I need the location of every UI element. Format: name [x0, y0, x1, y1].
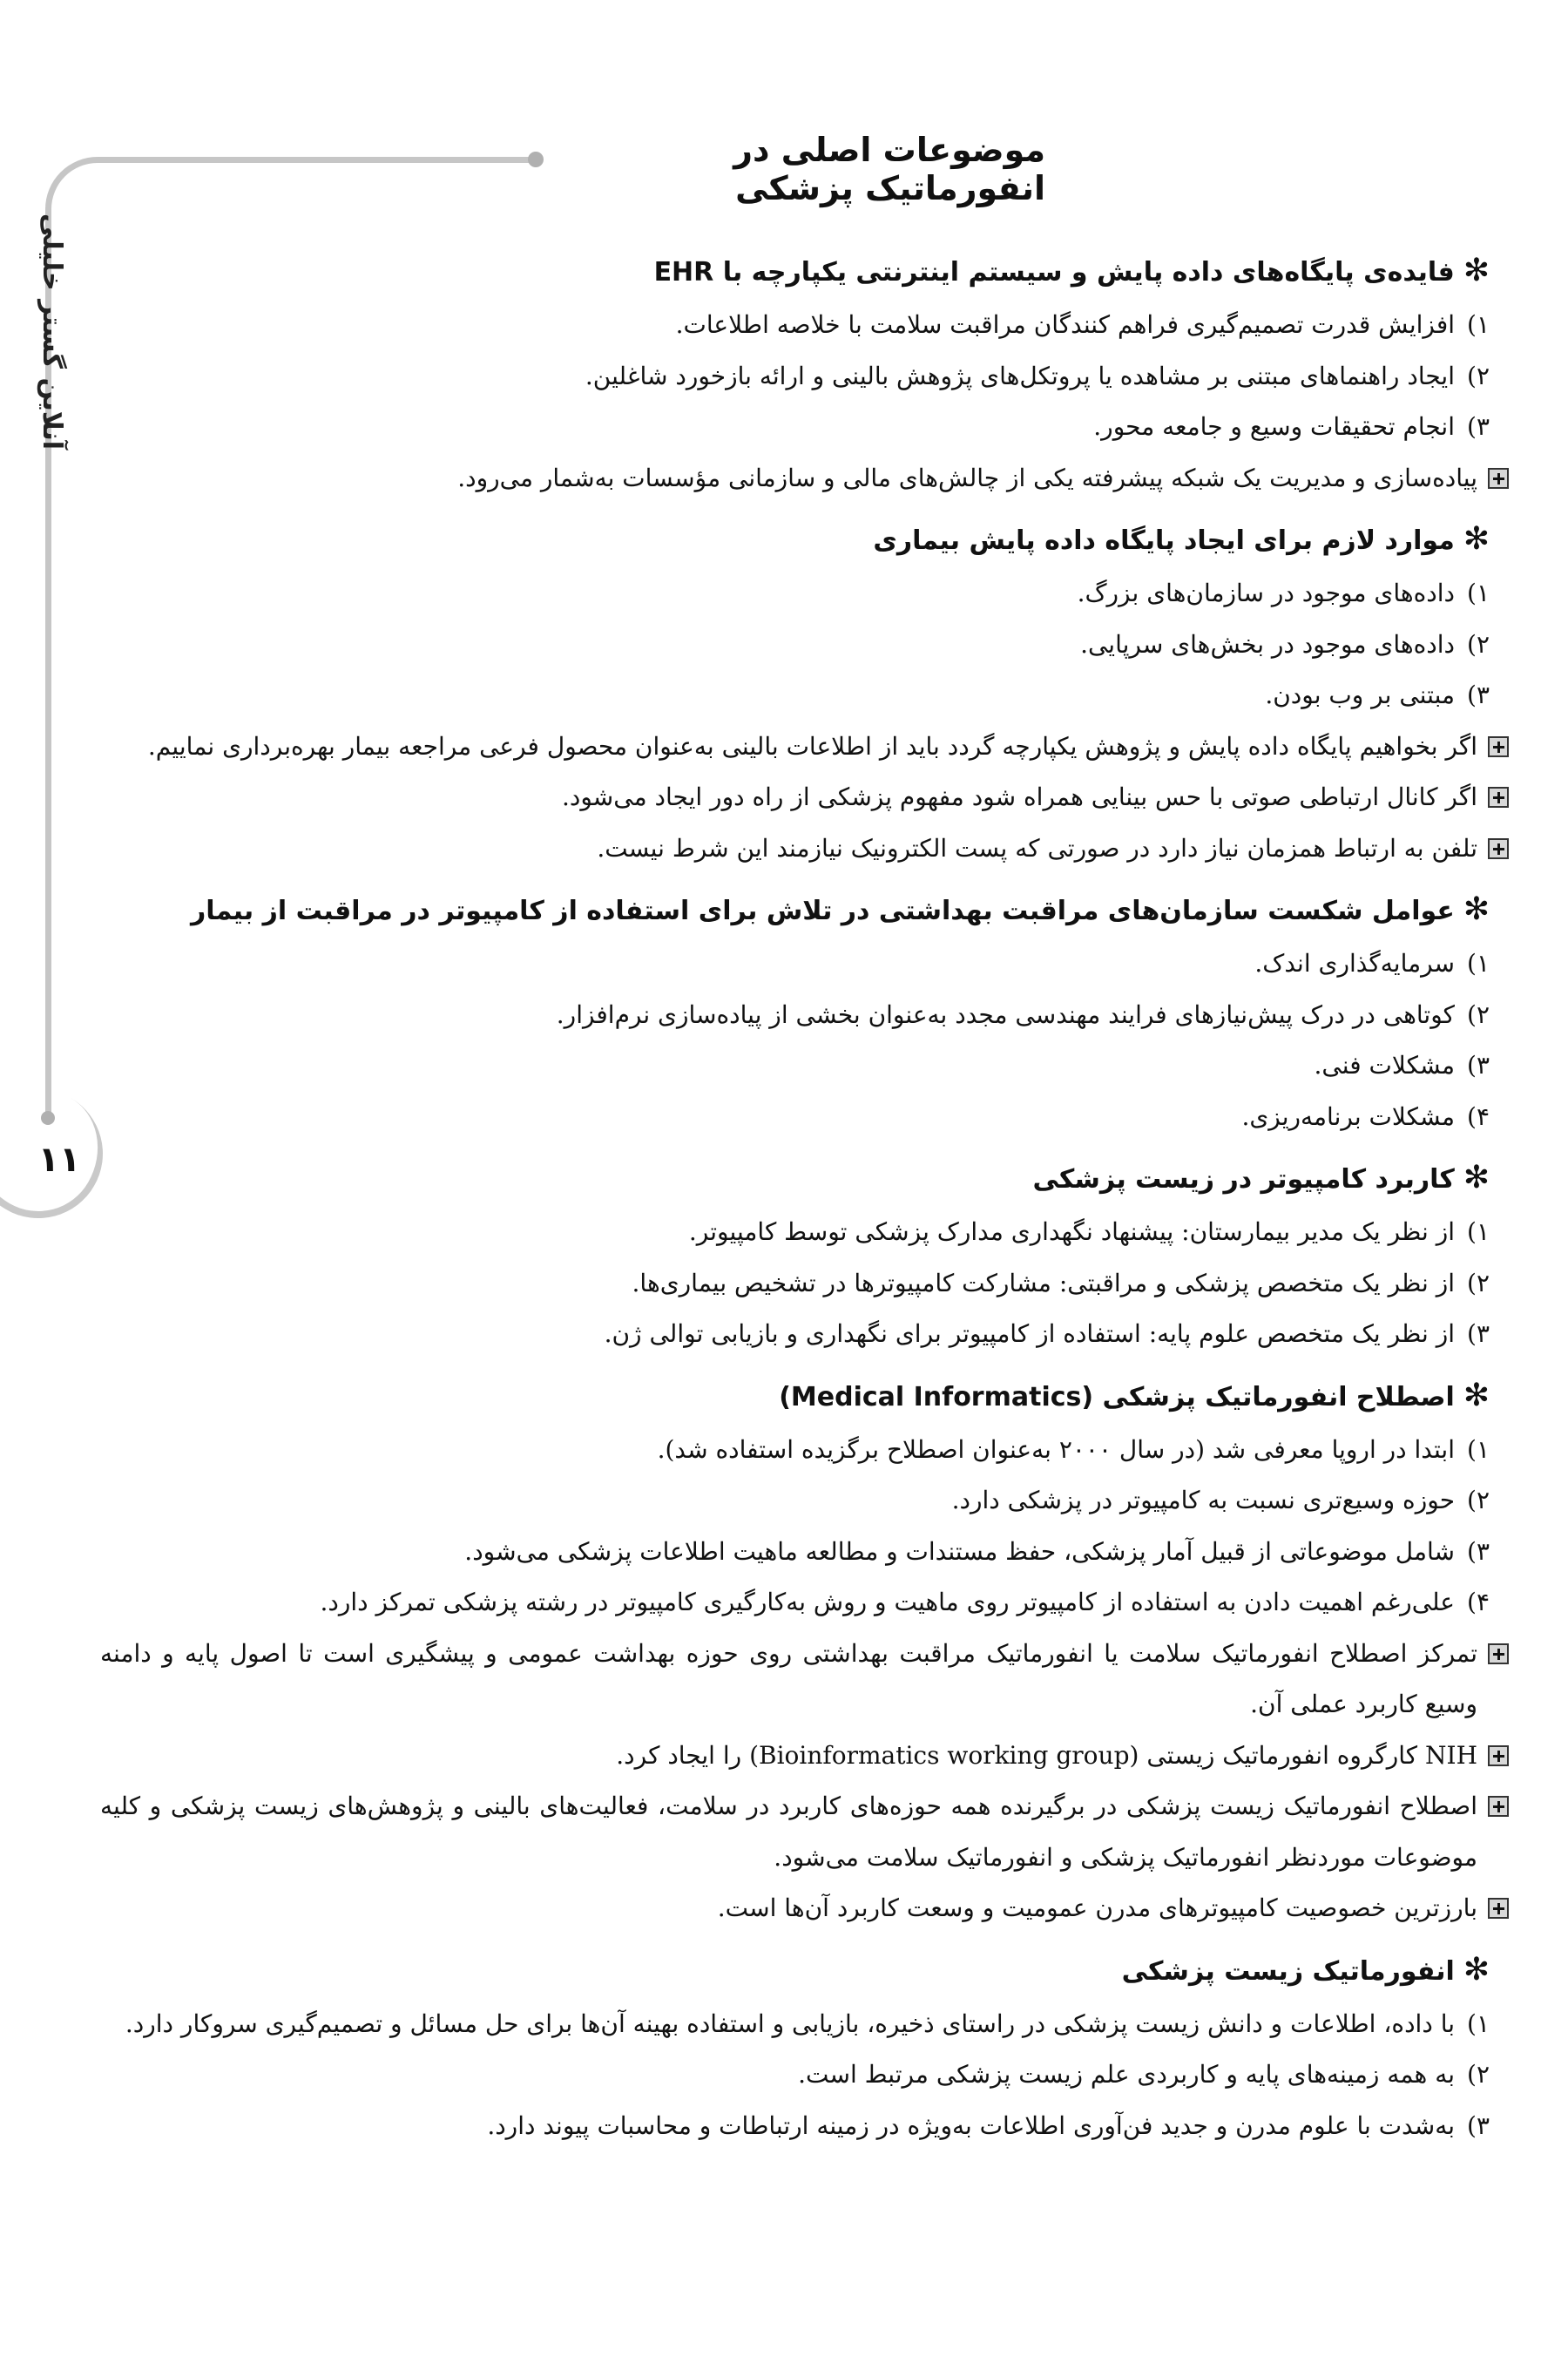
- numbered-item: [100, 1258, 1490, 1310]
- bullet-item: [100, 1883, 1509, 1934]
- item-number: ۲): [1467, 999, 1490, 1029]
- section: [100, 883, 1490, 1142]
- section-heading: [100, 1369, 1490, 1425]
- item-text: اگر کانال ارتباطی صوتی با حس بینایی همراه شود مفهوم پزشکی از راه دور ایجاد می‌شود.: [561, 782, 1477, 811]
- plus-square-bullet-icon: [1488, 787, 1509, 808]
- page-content: [100, 244, 1490, 2160]
- section-heading-text: کاربرد کامپیوتر در زیست پزشکی: [1032, 1164, 1455, 1195]
- bullet-item: [100, 1731, 1509, 1782]
- bullet-item: [100, 823, 1509, 875]
- item-text: داده‌های موجود در سازمان‌های بزرگ.: [1077, 579, 1456, 607]
- item-text: حوزه وسیع‌تری نسبت به کامپیوتر در پزشکی دارد.: [951, 1486, 1456, 1514]
- numbered-item: [100, 2101, 1490, 2152]
- section-heading-text: فایده‌ی پایگاه‌های داده پایش و سیستم اینترنتی یکپارچه با EHR: [653, 257, 1455, 288]
- item-number: ۲): [1467, 1268, 1490, 1297]
- numbered-item: [100, 1577, 1490, 1629]
- item-number: ۴): [1467, 1588, 1490, 1616]
- numbered-item: [100, 990, 1490, 1041]
- item-text: سرمایه‌گذاری اندک.: [1254, 949, 1456, 978]
- numbered-item: [100, 1999, 1490, 2050]
- asterisk-icon: ✻: [1463, 521, 1490, 557]
- section-heading: [100, 1151, 1490, 1207]
- section: [100, 512, 1490, 874]
- item-number: ۱): [1467, 949, 1490, 978]
- item-text: مشکلات برنامه‌ریزی.: [1241, 1101, 1456, 1131]
- page-number: ۱۱: [37, 1140, 81, 1180]
- plus-square-bullet-icon: [1488, 838, 1509, 859]
- plus-square-bullet-icon: [1488, 1796, 1509, 1817]
- item-number: ۲): [1467, 629, 1490, 659]
- item-text: به همه زمینه‌های پایه و کاربردی علم زیست پزشکی مرتبط است.: [798, 2060, 1456, 2089]
- item-text: اصطلاح انفورماتیک زیست پزشکی در برگیرنده همه حوزه‌های کاربرد در سلامت، فعالیت‌های بالینی و پژوهش‌های زیست پزشکی و کلیه موضوعات موردنظر انفورماتیک پزشکی و انفورماتیک سلامت می‌شود.: [100, 1792, 1477, 1872]
- item-text: تلفن به ارتباط همزمان نیاز دارد در صورتی که پست الکترونیک نیازمند این شرط نیست.: [597, 833, 1477, 863]
- bullet-item: [100, 1629, 1509, 1731]
- plus-square-bullet-icon: [1488, 468, 1509, 489]
- asterisk-icon: ✻: [1463, 1377, 1490, 1413]
- item-number: ۲): [1467, 1486, 1490, 1514]
- numbered-item: [100, 670, 1490, 721]
- numbered-item: [100, 300, 1490, 351]
- header-rule: [96, 157, 531, 163]
- numbered-item: [100, 1309, 1490, 1360]
- item-number: ۳): [1467, 1536, 1490, 1566]
- section: [100, 1943, 1490, 2152]
- item-number: ۱): [1467, 2008, 1490, 2038]
- asterisk-icon: ✻: [1463, 1160, 1490, 1196]
- section-heading: [100, 883, 1490, 938]
- numbered-item: [100, 351, 1490, 403]
- header-rule-dot: [528, 152, 544, 167]
- numbered-item: [100, 568, 1490, 620]
- bullet-item: [100, 721, 1509, 773]
- numbered-item: [100, 402, 1490, 453]
- item-number: ۲): [1467, 361, 1490, 390]
- section: [100, 1151, 1490, 1360]
- asterisk-icon: ✻: [1463, 253, 1490, 288]
- plus-square-bullet-icon: [1488, 736, 1509, 757]
- item-text: افزایش قدرت تصمیم‌گیری فراهم کنندگان مراقبت سلامت با خلاصه اطلاعات.: [675, 310, 1456, 339]
- section-heading: [100, 512, 1490, 568]
- numbered-item: [100, 1475, 1490, 1527]
- running-head-text: آنلاین گستر خلیلی: [37, 213, 68, 450]
- bullet-item: [100, 1781, 1509, 1883]
- item-text: شامل موضوعاتی از قبیل آمار پزشکی، حفظ مستندات و مطالعه ماهیت اطلاعات پزشکی می‌شود.: [464, 1536, 1456, 1566]
- item-number: ۳): [1467, 1319, 1490, 1348]
- item-number: ۱): [1467, 579, 1490, 607]
- item-number: ۳): [1467, 2110, 1490, 2140]
- item-number: ۳): [1467, 412, 1490, 441]
- section-heading: [100, 1943, 1490, 1999]
- item-text: کوتاهی در درک پیش‌نیازهای فرایند مهندسی مجدد به‌عنوان بخشی از پیاده‌سازی نرم‌افزار.: [556, 999, 1456, 1029]
- numbered-item: [100, 1092, 1490, 1143]
- section-heading-text: عوامل شکست سازمان‌های مراقبت بهداشتی در تلاش برای استفاده از کامپیوتر در مراقبت از بیمار: [191, 896, 1455, 926]
- item-number: ۳): [1467, 1051, 1490, 1080]
- item-number: ۲): [1467, 2060, 1490, 2089]
- section-heading-text: اصطلاح انفورماتیک پزشکی (Medical Informatics): [779, 1381, 1455, 1412]
- asterisk-icon: ✻: [1463, 1951, 1490, 1988]
- numbered-item: [100, 1527, 1490, 1578]
- item-text: بارزترین خصوصیت کامپیوترهای مدرن عمومیت و وسعت کاربرد آن‌ها است.: [717, 1893, 1477, 1922]
- numbered-item: [100, 2049, 1490, 2101]
- plus-square-bullet-icon: [1488, 1745, 1509, 1766]
- item-text: پیاده‌سازی و مدیریت یک شبکه پیشرفته یکی از چالش‌های مالی و سازمانی مؤسسات به‌شمار می‌رود.: [457, 463, 1477, 492]
- section-heading: [100, 244, 1490, 300]
- item-text: با داده، اطلاعات و دانش زیست پزشکی در راستای ذخیره، بازیابی و استفاده بهینه آن‌ها برای حل مسائل و تصمیم‌گیری سروکار دارد.: [125, 2008, 1456, 2038]
- item-text: از نظر یک متخصص علوم پایه: استفاده از کامپیوتر برای نگهداری و بازیابی توالی ژن.: [604, 1319, 1456, 1348]
- item-text: از نظر یک مدیر بیمارستان: پیشنهاد نگهداری مدارک پزشکی توسط کامپیوتر.: [688, 1217, 1456, 1246]
- item-number: ۱): [1467, 310, 1490, 339]
- numbered-item: [100, 620, 1490, 671]
- page-title: موضوعات اصلی در انفورماتیک پزشکی: [733, 131, 1045, 207]
- item-text: ایجاد راهنماهای مبتنی بر مشاهده یا پروتکل‌های پژوهش بالینی و ارائه بازخورد شاغلین.: [585, 361, 1456, 390]
- plus-square-bullet-icon: [1488, 1898, 1509, 1919]
- item-number: ۱): [1467, 1217, 1490, 1246]
- section: [100, 244, 1490, 504]
- item-text: NIH کارگروه انفورماتیک زیستی (Bioinformatics working group) را ایجاد کرد.: [616, 1740, 1477, 1770]
- item-number: ۳): [1467, 681, 1490, 709]
- numbered-item: [100, 1425, 1490, 1476]
- section: [100, 1369, 1490, 1934]
- item-number: ۱): [1467, 1434, 1490, 1464]
- item-text: مشکلات فنی.: [1314, 1051, 1456, 1080]
- running-head: [0, 174, 105, 488]
- bullet-item: [100, 772, 1509, 823]
- bullet-item: [100, 453, 1509, 505]
- item-text: علی‌رغم اهمیت دادن به استفاده از کامپیوتر روی ماهیت و روش به‌کارگیری کامپیوتر در رشته پزشکی تمرکز دارد.: [320, 1588, 1456, 1616]
- numbered-item: [100, 1207, 1490, 1258]
- item-text: تمرکز اصطلاح انفورماتیک سلامت یا انفورماتیک مراقبت بهداشتی روی حوزه بهداشت عمومی و پیشگیری است تا اصول پایه و دامنه وسیع کاربرد عملی آن.: [100, 1638, 1477, 1718]
- item-text: ابتدا در اروپا معرفی شد (در سال ۲۰۰۰ به‌عنوان اصطلاح برگزیده استفاده شد).: [657, 1434, 1456, 1464]
- numbered-item: [100, 1040, 1490, 1092]
- item-number: ۴): [1467, 1101, 1490, 1131]
- item-text: به‌شدت با علوم مدرن و جدید فن‌آوری اطلاعات به‌ویژه در زمینه ارتباطات و محاسبات پیوند دارد.: [487, 2110, 1456, 2140]
- numbered-item: [100, 938, 1490, 990]
- plus-square-bullet-icon: [1488, 1643, 1509, 1664]
- asterisk-icon: ✻: [1463, 891, 1490, 927]
- section-heading-text: موارد لازم برای ایجاد پایگاه داده پایش بیماری: [873, 525, 1455, 556]
- item-text: انجام تحقیقات وسیع و جامعه محور.: [1093, 412, 1456, 441]
- item-text: مبتنی بر وب بودن.: [1265, 681, 1456, 709]
- item-text: از نظر یک متخصص پزشکی و مراقبتی: مشارکت کامپیوترها در تشخیص بیماری‌ها.: [632, 1268, 1456, 1297]
- section-heading-text: انفورماتیک زیست پزشکی: [1121, 1955, 1455, 1987]
- item-text: اگر بخواهیم پایگاه داده پایش و پژوهش یکپارچه گردد باید از اطلاعات بالینی به‌عنوان محصول فرعی مراجعه بیمار بهره‌برداری نماییم.: [147, 731, 1477, 761]
- item-text: داده‌های موجود در بخش‌های سرپایی.: [1080, 629, 1456, 659]
